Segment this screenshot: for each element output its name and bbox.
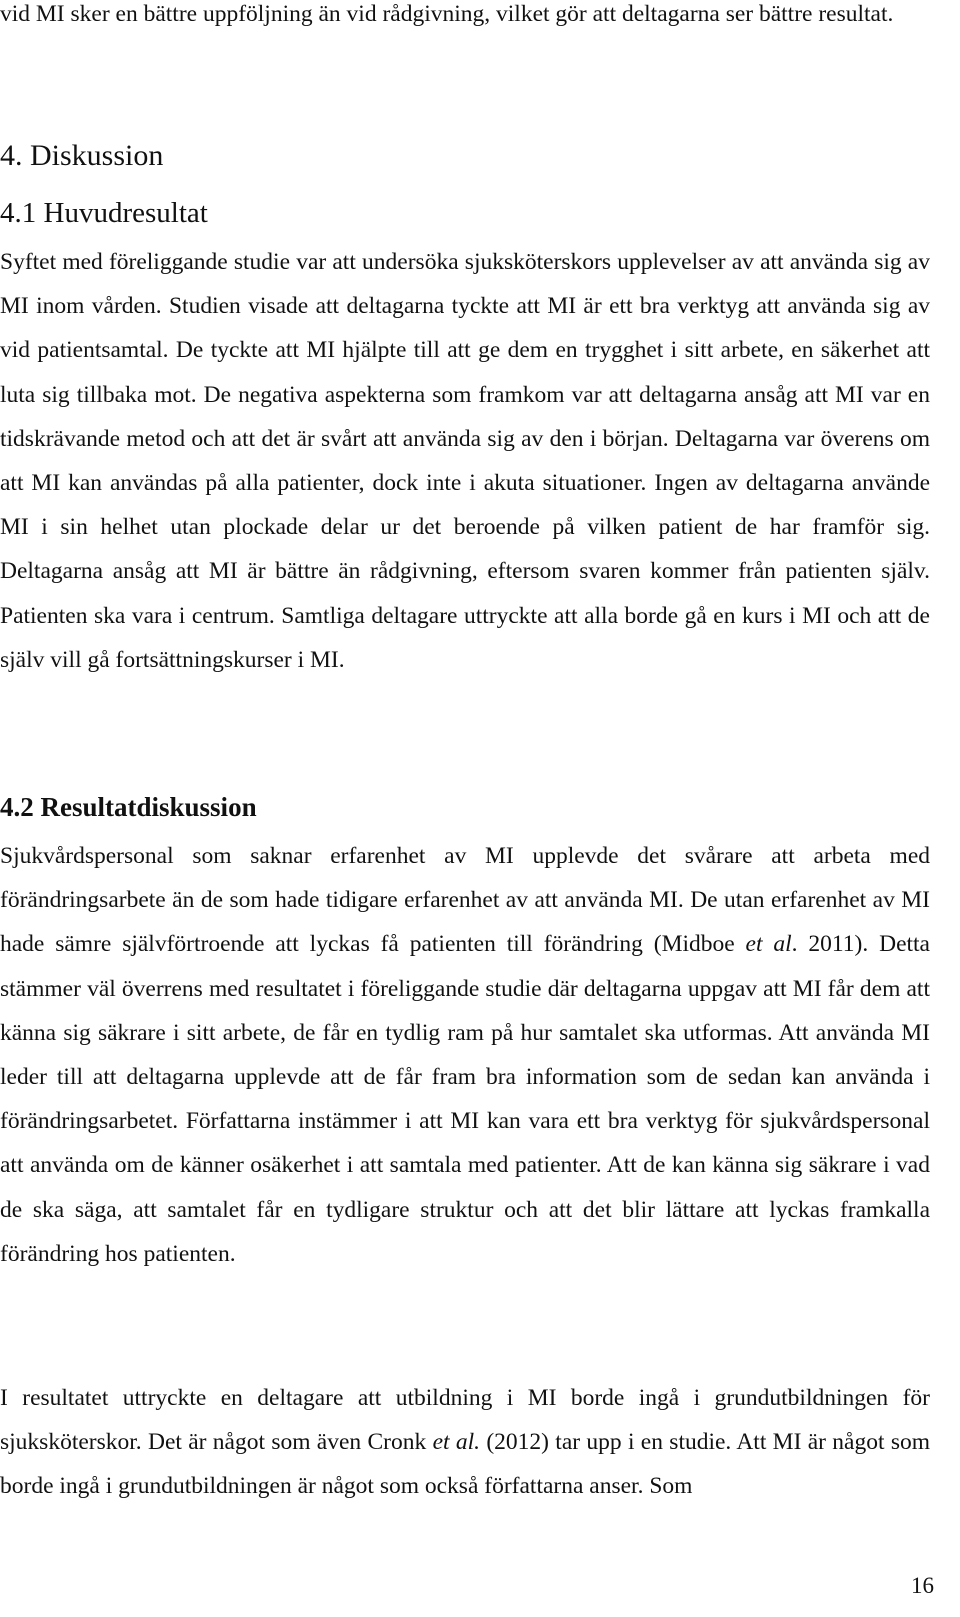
resultatdiskussion-paragraph-1 — [0, 834, 930, 1276]
intro-paragraph-tail: vid MI sker en bättre uppföljning än vid rådgivning, vilket gör att deltagarna ser bättre resultat. — [0, 1, 894, 27]
page-number: 16 — [911, 1573, 934, 1598]
section-heading: 4. Diskussion — [0, 139, 164, 172]
citation-et-al: et al. — [432, 1429, 480, 1456]
subsection-heading-resultatdiskussion: 4.2 Resultatdiskussion — [0, 792, 257, 822]
huvudresultat-paragraph: Syftet med föreliggande studie var att undersöka sjuksköterskors upplevelser av att använda sig av MI inom vården. Studien visade att deltagarna tyckte att MI är ett bra verktyg att använda sig av vid patientsamtal. De tyckte att MI hjälpte till att ge dem en trygghet i sitt arbete, en säkerhet att luta sig tillbaka mot. De negativa aspekterna som framkom var att deltagarna ansåg att MI var en tidskrävande metod och att det är svårt att använda sig av den i början. Deltagarna var överens om att MI kan användas på alla patienter, dock inte i akuta situationer. Ingen av deltagarna använde MI i sin helhet utan plockade delar ur det beroende på vilken patient de har framför sig. Deltagarna ansåg att MI är bättre än rådgivning, eftersom svaren kommer från patienten själv. Patienten ska vara i centrum. Samtliga deltagare uttryckte att alla borde gå en kurs i MI och att de själv vill gå fortsättningskurser i MI. — [0, 249, 930, 673]
paragraph-text: . 2011). Detta stämmer väl överrens med resultatet i föreliggande studie där deltagarna uppgav att MI får dem att känna sig säkrare i sitt arbete, de får en tydlig ram på hur samtalet ska utformas. Att använda MI leder till att deltagarna upplevde att de får fram bra information som de sedan kan använda i förändringsarbetet. Författarna instämmer i att MI kan vara ett bra verktyg för sjukvårdspersonal att använda om de känner osäkerhet i att samtala med patienter. Att de kan känna sig säkrare i vad de ska säga, att samtalet får en tydligare struktur och att det blir lättare att lyckas framkalla förändring hos patienten. — [0, 931, 930, 1267]
subsection-heading-huvudresultat: 4.1 Huvudresultat — [0, 197, 208, 229]
resultatdiskussion-paragraph-2 — [0, 1376, 930, 1509]
paragraph-text: I resultatet uttryckte en deltagare att utbildning i MI borde ingå i grundutbildningen för sjuksköterskor. Det är något som även Cronk — [0, 1385, 930, 1456]
paragraph-text: (2012) tar upp i en studie. Att MI är något som borde ingå i grundutbildningen är något som också författarna anser. Som — [0, 1429, 930, 1500]
paragraph-text: Sjukvårdspersonal som saknar erfarenhet av MI upplevde det svårare att arbeta med förändringsarbete än de som hade tidigare erfarenhet av att använda MI. De utan erfarenhet av MI hade sämre självförtroende att lyckas få patienten till förändring (Midboe — [0, 843, 930, 958]
citation-et-al: et al — [745, 931, 792, 958]
